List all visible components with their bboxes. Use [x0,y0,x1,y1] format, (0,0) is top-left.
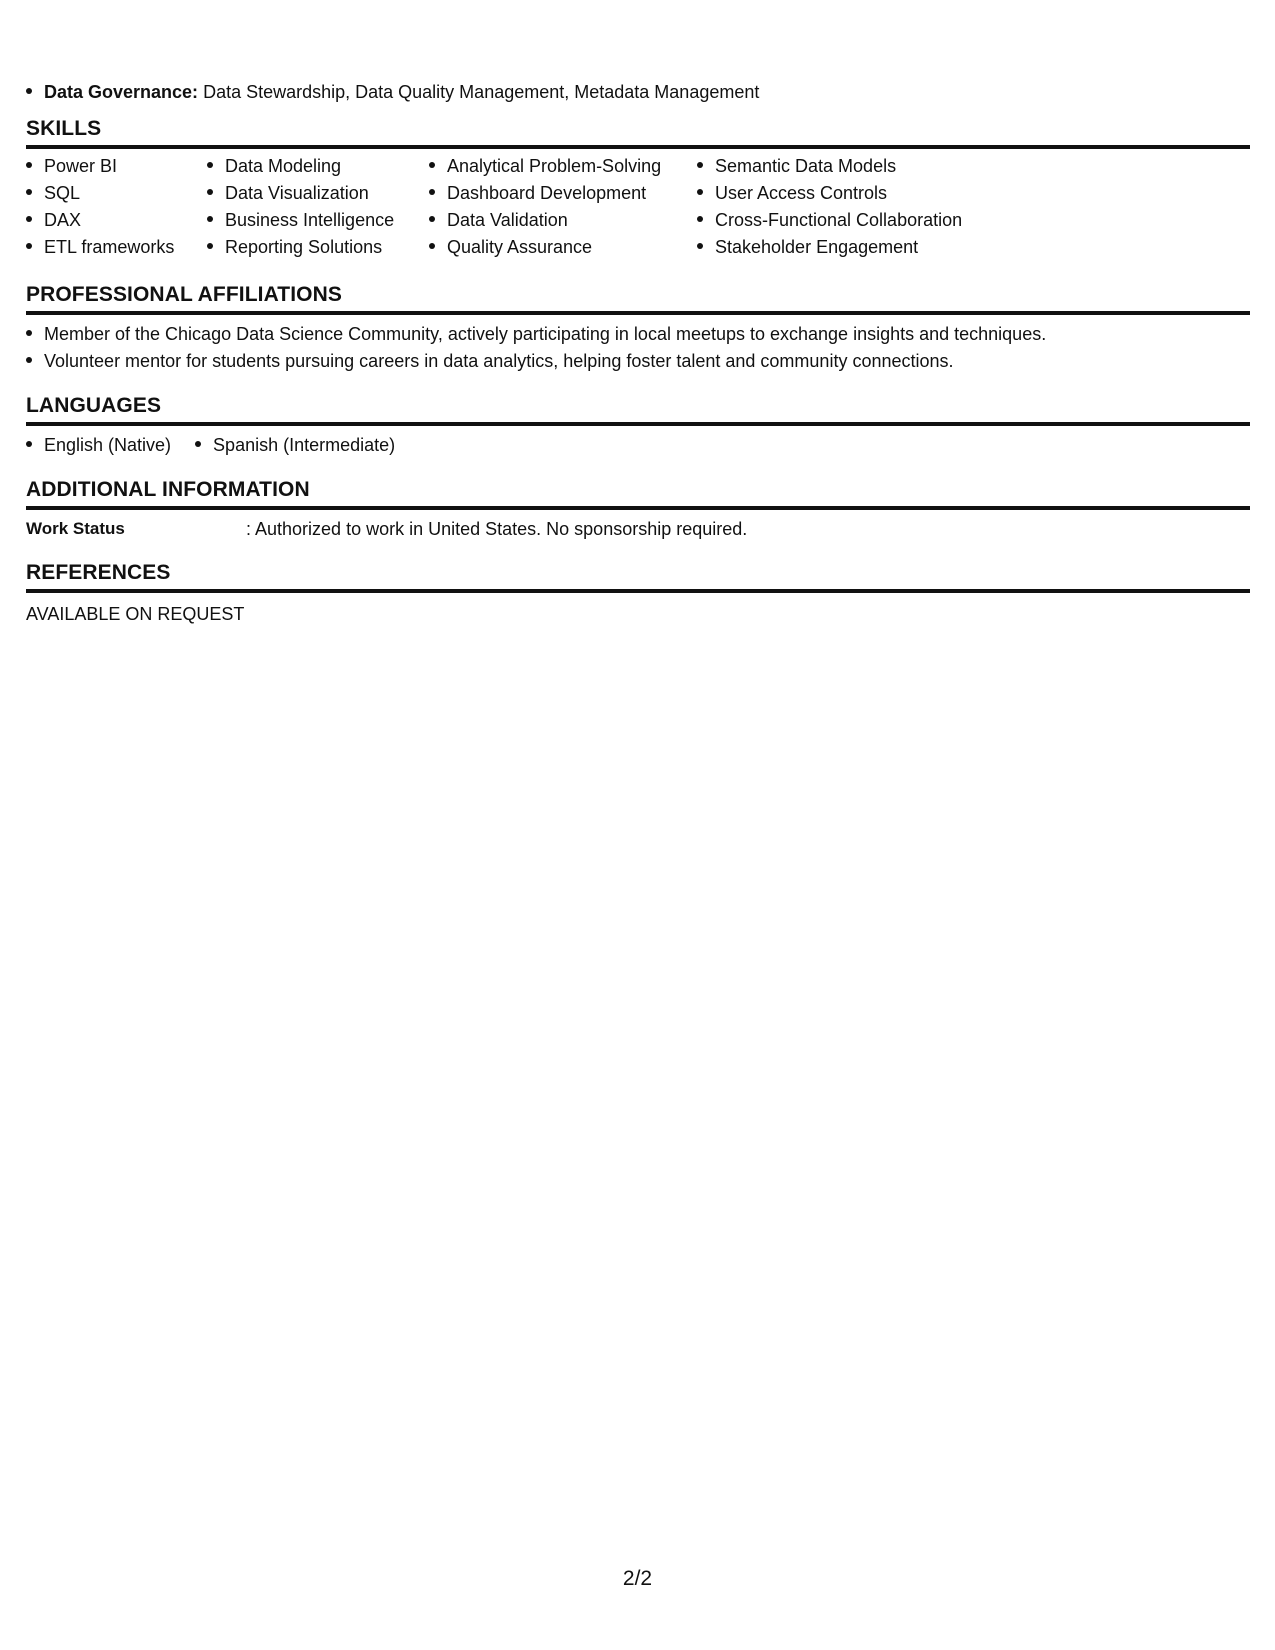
work-status-row [26,516,1250,542]
affiliations-title: PROFESSIONAL AFFILIATIONS [26,282,1250,315]
skill-item: Stakeholder Engagement [697,234,997,261]
additional-info-title: ADDITIONAL INFORMATION [26,477,1250,510]
skill-item: DAX [26,207,207,234]
references-section [26,560,1250,627]
bullet-icon [207,162,213,168]
skill-item: Dashboard Development [429,180,697,207]
data-governance-label: Data Governance: [44,82,199,102]
bullet-icon [429,162,435,168]
skills-column-2 [207,153,429,261]
affiliation-item: Volunteer mentor for students pursuing careers in data analytics, helping foster talent and community connections. [26,348,1250,375]
page-number: 2/2 [622,1567,653,1590]
affiliations-section [26,282,1250,375]
bullet-icon [697,216,703,222]
work-status-label: Work Status [26,519,125,538]
bullet-icon [697,243,703,249]
languages-section [26,393,1250,459]
affiliation-item: Member of the Chicago Data Science Community, actively participating in local meetups to exchange insights and techniques. [26,321,1250,348]
data-governance-text: Data Stewardship, Data Quality Management, Metadata Management [198,82,760,102]
bullet-icon [207,243,213,249]
skill-item: Reporting Solutions [207,234,429,261]
bullet-icon [26,441,32,447]
skill-item: Business Intelligence [207,207,429,234]
bullet-icon [429,216,435,222]
bullet-icon [26,243,32,249]
bullet-icon [26,88,32,94]
skill-item: Cross-Functional Collaboration [697,207,997,234]
skill-item: ETL frameworks [26,234,207,261]
work-status-value: : Authorized to work in United States. No sponsorship required. [246,519,748,539]
bullet-icon [26,330,32,336]
languages-list [26,432,1250,459]
references-text: AVAILABLE ON REQUEST [26,604,245,624]
skill-item: Analytical Problem-Solving [429,153,697,180]
bullet-icon [429,243,435,249]
bullet-icon [697,162,703,168]
bullet-icon [195,441,201,447]
skills-column-3 [429,153,697,261]
skills-column-4 [697,153,997,261]
bullet-icon [26,189,32,195]
skill-item: Power BI [26,153,207,180]
skill-item: Data Validation [429,207,697,234]
skills-section [26,116,1250,261]
additional-info-section [26,477,1250,542]
bullet-icon [26,216,32,222]
language-item: English (Native) [26,432,171,459]
data-governance-item [26,80,759,104]
bullet-icon [207,216,213,222]
skill-item: Quality Assurance [429,234,697,261]
bullet-icon [207,189,213,195]
skill-item: Semantic Data Models [697,153,997,180]
languages-title: LANGUAGES [26,393,1250,426]
skill-item: User Access Controls [697,180,997,207]
skill-item: SQL [26,180,207,207]
skills-title: SKILLS [26,116,1250,149]
bullet-icon [697,189,703,195]
language-item: Spanish (Intermediate) [195,432,395,459]
skills-column-1 [26,153,207,261]
affiliations-list [26,321,1250,375]
skill-item: Data Visualization [207,180,429,207]
skill-item: Data Modeling [207,153,429,180]
bullet-icon [26,357,32,363]
bullet-icon [26,162,32,168]
bullet-icon [429,189,435,195]
references-title: REFERENCES [26,560,1250,593]
skills-grid [26,153,1250,261]
